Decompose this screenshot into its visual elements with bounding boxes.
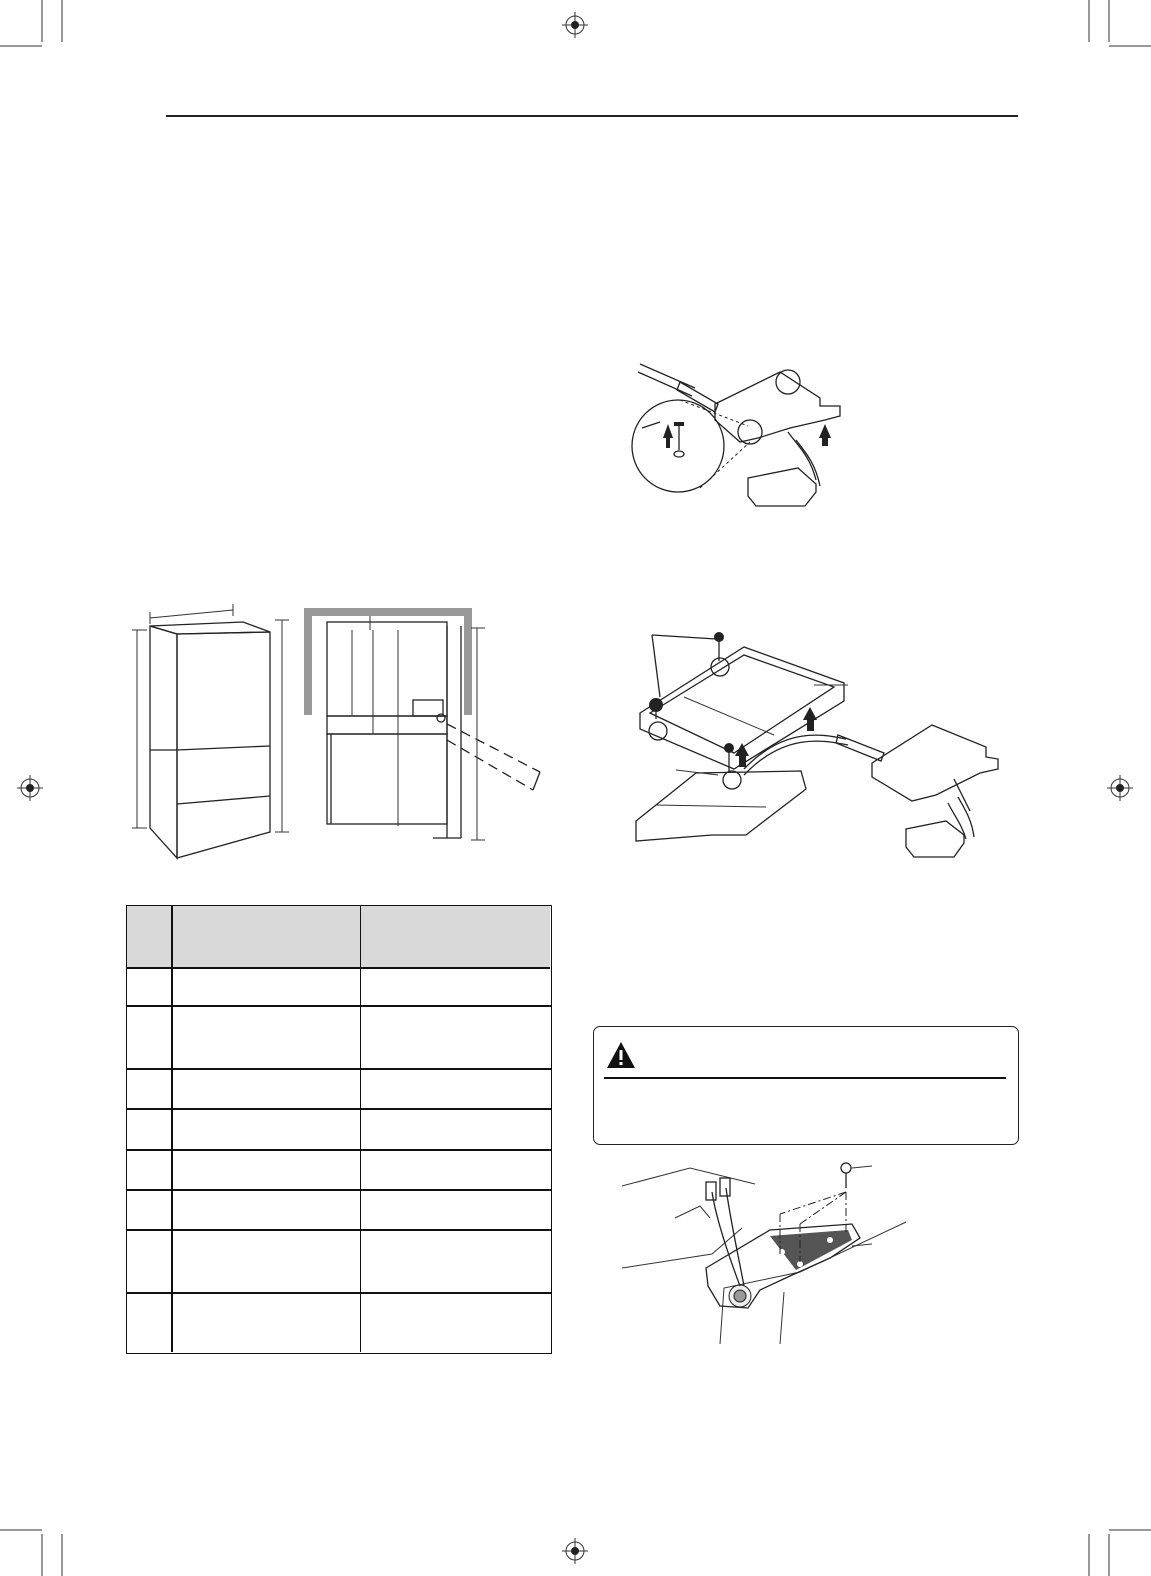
table-row	[127, 1151, 552, 1191]
registration-target-icon	[562, 12, 588, 38]
warning-divider	[604, 1077, 1006, 1079]
panel-removal-figure	[636, 625, 1011, 865]
table-row	[127, 1070, 552, 1110]
table-header	[127, 906, 550, 969]
table-row	[127, 1110, 552, 1151]
header-rule	[166, 115, 1018, 117]
dimension-figure	[125, 600, 555, 860]
table-row	[127, 1231, 552, 1294]
hinge-bracket-figure	[620, 1158, 910, 1348]
warning-box	[593, 1026, 1019, 1145]
table-row	[127, 1007, 552, 1070]
table-row	[127, 966, 552, 1007]
control-box-removal-figure	[620, 360, 880, 520]
table-row	[127, 1191, 552, 1231]
warning-triangle-icon	[606, 1041, 636, 1069]
